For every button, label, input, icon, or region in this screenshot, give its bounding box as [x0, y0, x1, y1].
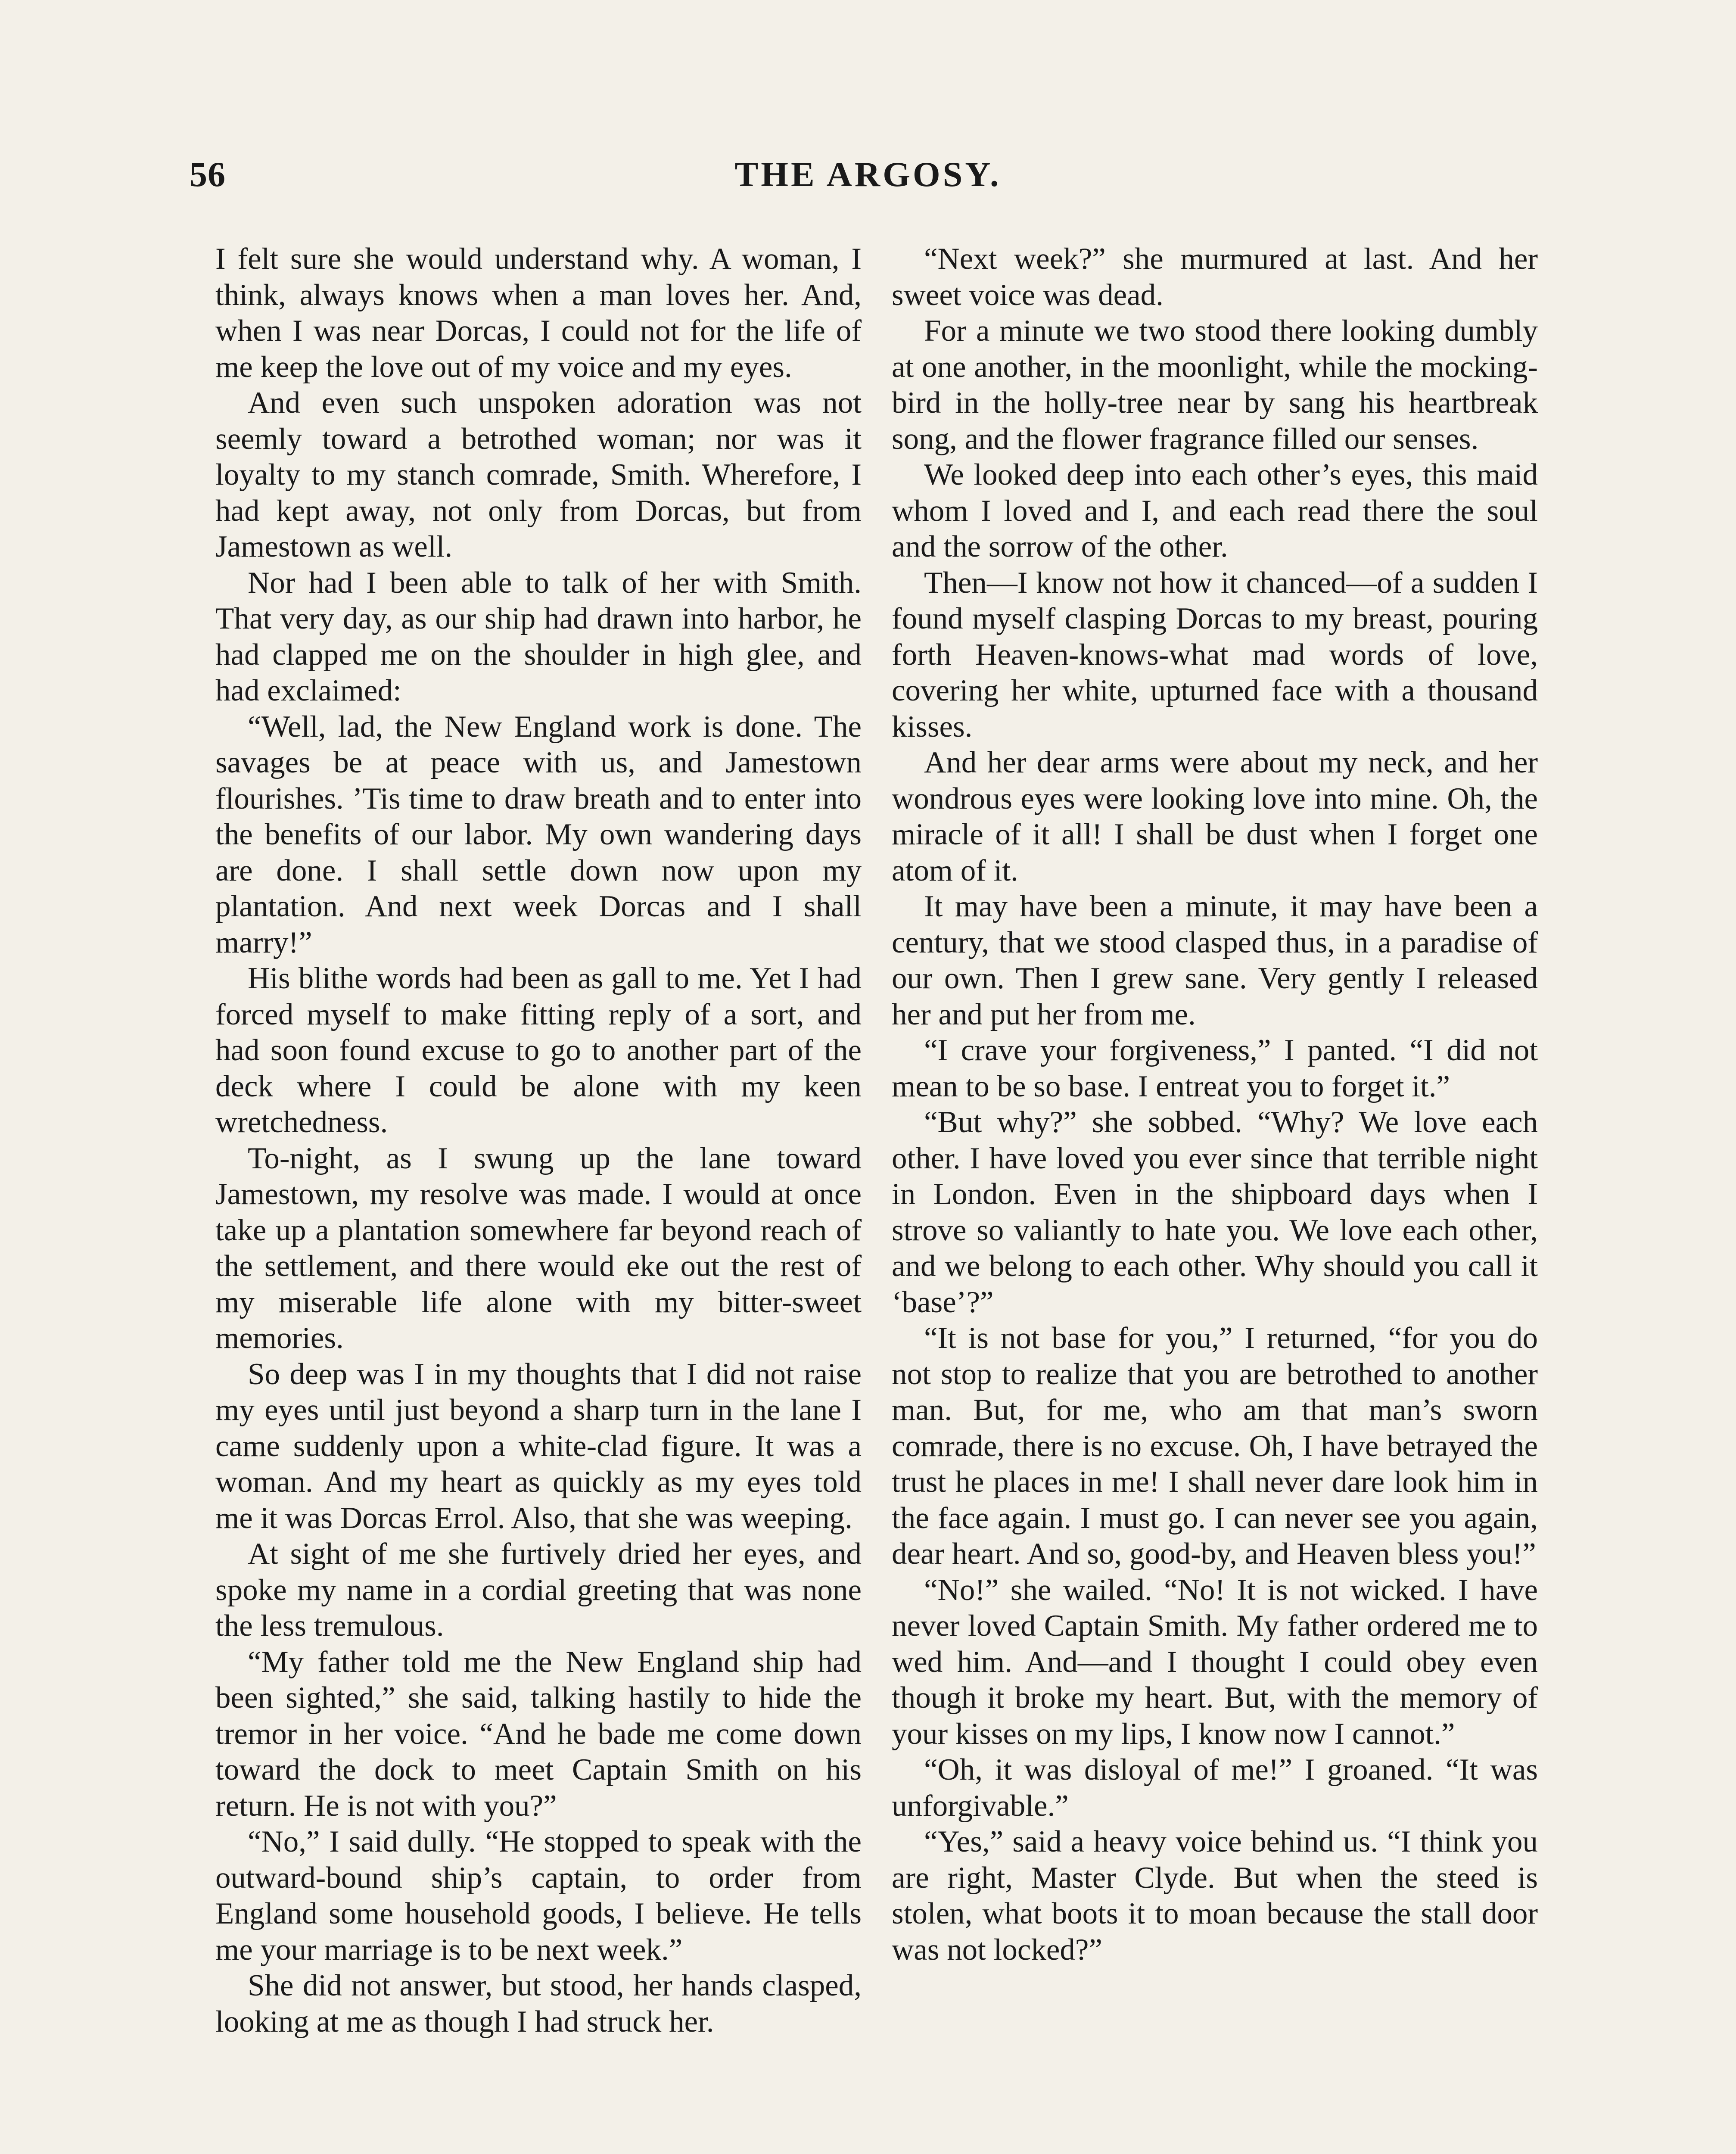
- paragraph: “No!” she wailed. “No! It is not wicked. I have never loved Captain Smith. My father ordered me to wed him. And—and I thought I could obey even though it broke my heart. But, with the memory of your kisses on my lips, I know now I cannot.”: [892, 1573, 1538, 1751]
- paragraph: At sight of me she furtively dried her eyes, and spoke my name in a cordial greeting that was none the less tremulous.: [215, 1537, 862, 1643]
- paragraph: And even such unspoken adoration was not seemly toward a betrothed woman; nor was it loyalty to my stanch comrade, Smith. Wherefore, I had kept away, not only from Dorcas, but from Jamestown as well.: [215, 386, 862, 563]
- paragraph: “Yes,” said a heavy voice behind us. “I think you are right, Master Clyde. But when the steed is stolen, what boots it to moan because the stall door was not locked?”: [892, 1825, 1538, 1967]
- paragraph: Nor had I been able to talk of her with Smith. That very day, as our ship had drawn into harbor, he had clapped me on the shoulder in high glee, and had exclaimed:: [215, 566, 862, 707]
- paragraph: “Next week?” she murmured at last. And her sweet voice was dead.: [892, 242, 1538, 312]
- page-header: [190, 146, 1546, 215]
- running-title: THE ARGOSY.: [734, 155, 1002, 194]
- paragraph: “My father told me the New England ship had been sighted,” she said, talking hastily to hide the tremor in her voice. “And he bade me come down toward the dock to meet Captain Smith on his return. He is not with you?”: [215, 1645, 862, 1823]
- right-column: [892, 241, 1538, 1968]
- paragraph: I felt sure she would understand why. A woman, I think, always knows when a man loves her. And, when I was near Dorcas, I could not for the life of me keep the love out of my voice and my eyes.: [215, 242, 862, 384]
- paragraph: It may have been a minute, it may have been a century, that we stood clasped thus, in a paradise of our own. Then I grew sane. Very gently I released her and put her from me.: [892, 890, 1538, 1031]
- paragraph: “Well, lad, the New England work is done. The savages be at peace with us, and Jamestown flourishes. ’Tis time to draw breath and to enter into the benefits of our labor. My own wandering days are done. I shall settle down now upon my plantation. And next week Dorcas and I shall marry!”: [215, 710, 862, 959]
- page-number: 56: [190, 155, 226, 194]
- paragraph: For a minute we two stood there looking dumbly at one another, in the moonlight, while the mocking-bird in the holly-tree near by sang his heartbreak song, and the flower fragrance filled our senses.: [892, 314, 1538, 456]
- paragraph: And her dear arms were about my neck, and her wondrous eyes were looking love into mine. Oh, the miracle of it all! I shall be dust when I forget one atom of it.: [892, 746, 1538, 887]
- paragraph: We looked deep into each other’s eyes, this maid whom I loved and I, and each read there the soul and the sorrow of the other.: [892, 458, 1538, 563]
- paragraph: She did not answer, but stood, her hands clasped, looking at me as though I had struck her.: [215, 1969, 862, 2039]
- paragraph: To-night, as I swung up the lane toward Jamestown, my resolve was made. I would at once take up a plantation somewhere far beyond reach of the settlement, and there would eke out the rest of my miserable life alone with my bitter-sweet memories.: [215, 1141, 862, 1355]
- paragraph: So deep was I in my thoughts that I did not raise my eyes until just beyond a sharp turn in the lane I came suddenly upon a white-clad figure. It was a woman. And my heart as quickly as my eyes told me it was Dorcas Errol. Also, that she was weeping.: [215, 1357, 862, 1535]
- paragraph: Then—I know not how it chanced—of a sudden I found myself clasping Dorcas to my breast, pouring forth Heaven-knows-what mad words of love, covering her white, upturned face with a thousand kisses.: [892, 566, 1538, 744]
- paragraph: “I crave your forgiveness,” I panted. “I did not mean to be so base. I entreat you to forget it.”: [892, 1033, 1538, 1103]
- paragraph: “No,” I said dully. “He stopped to speak with the outward-bound ship’s captain, to order from England some household goods, I believe. He tells me your marriage is to be next week.”: [215, 1825, 862, 1967]
- left-column: [215, 241, 862, 2040]
- paragraph: “But why?” she sobbed. “Why? We love each other. I have loved you ever since that terrible night in London. Even in the shipboard days when I strove so valiantly to hate you. We love each other, and we belong to each other. Why should you call it ‘base’?”: [892, 1105, 1538, 1319]
- paragraph: “Oh, it was disloyal of me!” I groaned. “It was unforgivable.”: [892, 1753, 1538, 1823]
- paragraph: His blithe words had been as gall to me. Yet I had forced myself to make fitting reply of a sort, and had soon found excuse to go to another part of the deck where I could be alone with my keen wretchedness.: [215, 962, 862, 1139]
- paragraph: “It is not base for you,” I returned, “for you do not stop to realize that you are betrothed to another man. But, for me, who am that man’s sworn comrade, there is no excuse. Oh, I have betrayed the trust he places in me! I shall never dare look him in the face again. I must go. I can never see you again, dear heart. And so, good-by, and Heaven bless you!”: [892, 1321, 1538, 1571]
